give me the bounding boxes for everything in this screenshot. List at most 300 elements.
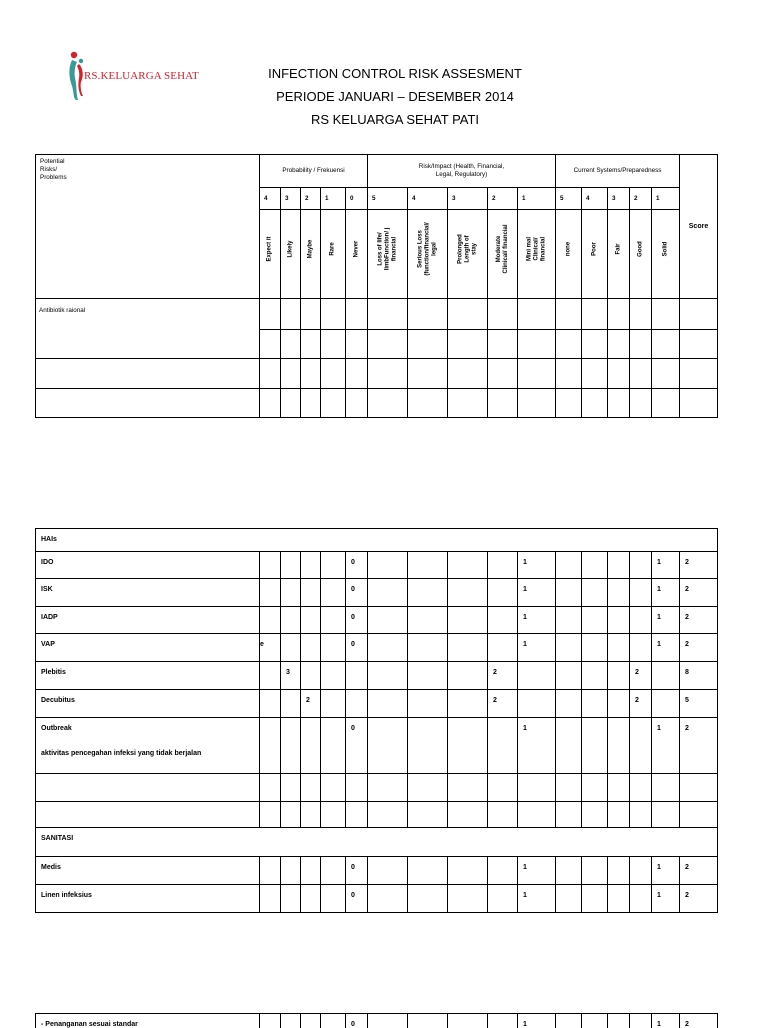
value-cell bbox=[301, 552, 321, 579]
systems-score-header: 1 bbox=[652, 188, 680, 210]
value-cell bbox=[448, 885, 488, 913]
impact-label: Serious Loss (function/financial/ legal bbox=[417, 212, 438, 286]
value-cell: 0 bbox=[346, 857, 368, 885]
value-cell bbox=[630, 885, 652, 913]
value-cell bbox=[321, 802, 346, 828]
value-cell bbox=[321, 774, 346, 802]
impact-group-header bbox=[368, 155, 556, 188]
systems-group-header: Current Systems/Preparedness bbox=[556, 155, 680, 188]
probability-label-cell bbox=[281, 210, 301, 299]
value-cell bbox=[408, 1014, 448, 1028]
value-cell: 3 bbox=[281, 662, 301, 690]
value-cell bbox=[368, 857, 408, 885]
value-cell bbox=[301, 389, 321, 418]
score-cell: 5 bbox=[680, 690, 718, 718]
value-cell: 0 bbox=[346, 607, 368, 634]
value-cell bbox=[368, 299, 408, 330]
risk-item-label bbox=[36, 857, 260, 885]
value-cell bbox=[608, 774, 630, 802]
value-cell bbox=[321, 1014, 346, 1028]
value-cell bbox=[321, 389, 346, 418]
value-cell bbox=[488, 634, 518, 662]
value-cell bbox=[630, 330, 652, 359]
value-cell bbox=[518, 299, 556, 330]
value-cell bbox=[368, 662, 408, 690]
probability-label-cell bbox=[346, 210, 368, 299]
value-cell bbox=[488, 389, 518, 418]
value-cell bbox=[652, 690, 680, 718]
value-cell bbox=[301, 607, 321, 634]
value-cell bbox=[281, 579, 301, 607]
value-cell bbox=[488, 330, 518, 359]
value-cell bbox=[448, 359, 488, 389]
value-cell bbox=[556, 389, 582, 418]
value-cell bbox=[448, 802, 488, 828]
value-cell bbox=[488, 1014, 518, 1028]
value-cell bbox=[281, 389, 301, 418]
value-cell bbox=[582, 634, 608, 662]
value-cell bbox=[518, 389, 556, 418]
probability-score-header: 4 bbox=[260, 188, 281, 210]
risk-item-label bbox=[36, 389, 260, 418]
systems-label: Solid bbox=[662, 212, 669, 286]
value-cell bbox=[556, 690, 582, 718]
value-cell bbox=[652, 802, 680, 828]
value-cell bbox=[408, 607, 448, 634]
score-cell: 2 bbox=[680, 857, 718, 885]
value-cell bbox=[408, 690, 448, 718]
section-header-sanitasi: SANITASI bbox=[36, 828, 718, 857]
systems-label: Good bbox=[637, 212, 644, 286]
value-cell bbox=[652, 774, 680, 802]
value-cell: 1 bbox=[518, 607, 556, 634]
impact-label-cell bbox=[448, 210, 488, 299]
value-cell: 2 bbox=[630, 662, 652, 690]
value-cell bbox=[608, 885, 630, 913]
table-row bbox=[36, 662, 718, 690]
value-cell bbox=[582, 662, 608, 690]
value-cell bbox=[556, 634, 582, 662]
value-cell bbox=[630, 718, 652, 774]
value-cell bbox=[368, 1014, 408, 1028]
document-period: PERIODE JANUARI – DESEMBER 2014 bbox=[200, 89, 590, 104]
systems-score-header: 3 bbox=[608, 188, 630, 210]
risk-item-text: Plebitis bbox=[41, 669, 66, 676]
value-cell: 2 bbox=[630, 690, 652, 718]
value-cell bbox=[281, 802, 301, 828]
score-column-header: Score bbox=[680, 155, 718, 299]
impact-label: Prolonged Length of stay bbox=[457, 212, 478, 286]
probability-label: Likely bbox=[287, 212, 294, 286]
impact-score-header: 5 bbox=[368, 188, 408, 210]
value-cell bbox=[346, 359, 368, 389]
value-cell bbox=[582, 552, 608, 579]
value-cell bbox=[608, 1014, 630, 1028]
impact-label: Moderate Clinical/ financial bbox=[496, 212, 510, 286]
value-cell bbox=[260, 690, 281, 718]
value-cell bbox=[346, 690, 368, 718]
value-cell bbox=[556, 885, 582, 913]
impact-group-header-text: Risk/Impact (Health, Financial, Legal, Regulatory) bbox=[419, 163, 504, 178]
risk-item-label bbox=[36, 359, 260, 389]
value-cell bbox=[260, 802, 281, 828]
table-row bbox=[36, 885, 718, 913]
value-cell: 1 bbox=[652, 579, 680, 607]
value-cell bbox=[321, 634, 346, 662]
value-cell bbox=[518, 359, 556, 389]
risk-item-label bbox=[36, 579, 260, 607]
value-cell bbox=[630, 1014, 652, 1028]
systems-score-header: 5 bbox=[556, 188, 582, 210]
value-cell: 1 bbox=[518, 634, 556, 662]
value-cell bbox=[448, 579, 488, 607]
table-row bbox=[36, 718, 718, 774]
section-header-hais: HAIs bbox=[36, 529, 718, 552]
value-cell bbox=[301, 802, 321, 828]
value-cell bbox=[368, 690, 408, 718]
value-cell bbox=[630, 579, 652, 607]
value-cell bbox=[368, 579, 408, 607]
value-cell bbox=[346, 330, 368, 359]
value-cell bbox=[448, 607, 488, 634]
systems-score-header: 2 bbox=[630, 188, 652, 210]
risk-item-label bbox=[36, 552, 260, 579]
value-cell bbox=[608, 552, 630, 579]
value-cell bbox=[321, 607, 346, 634]
value-cell bbox=[448, 774, 488, 802]
value-cell: 1 bbox=[652, 1014, 680, 1028]
value-cell bbox=[556, 579, 582, 607]
systems-score-header: 4 bbox=[582, 188, 608, 210]
value-cell bbox=[488, 857, 518, 885]
value-cell bbox=[301, 774, 321, 802]
value-cell bbox=[408, 857, 448, 885]
value-cell bbox=[301, 299, 321, 330]
value-cell bbox=[518, 330, 556, 359]
systems-label-cell bbox=[556, 210, 582, 299]
value-cell: 1 bbox=[652, 718, 680, 774]
value-cell bbox=[301, 885, 321, 913]
value-cell bbox=[608, 579, 630, 607]
value-cell bbox=[281, 718, 301, 774]
probability-group-header: Probability / Frekuensi bbox=[260, 155, 368, 188]
value-cell: 1 bbox=[518, 718, 556, 774]
value-cell bbox=[301, 634, 321, 662]
probability-label: Expect it bbox=[267, 212, 274, 286]
value-cell: 1 bbox=[518, 552, 556, 579]
value-cell bbox=[556, 607, 582, 634]
value-cell bbox=[582, 389, 608, 418]
value-cell bbox=[488, 299, 518, 330]
score-cell: 2 bbox=[680, 634, 718, 662]
value-cell bbox=[630, 552, 652, 579]
value-cell bbox=[281, 1014, 301, 1028]
value-cell bbox=[408, 579, 448, 607]
value-cell bbox=[652, 662, 680, 690]
value-cell bbox=[518, 802, 556, 828]
value-cell bbox=[582, 885, 608, 913]
risk-item-label bbox=[36, 607, 260, 634]
value-cell bbox=[582, 690, 608, 718]
value-cell bbox=[408, 774, 448, 802]
value-cell bbox=[652, 359, 680, 389]
value-cell bbox=[301, 662, 321, 690]
value-cell bbox=[582, 579, 608, 607]
score-cell bbox=[680, 774, 718, 802]
value-cell bbox=[448, 330, 488, 359]
risk-assessment-header-table bbox=[35, 154, 718, 418]
value-cell bbox=[630, 857, 652, 885]
value-cell bbox=[301, 330, 321, 359]
value-cell bbox=[346, 662, 368, 690]
value-cell bbox=[368, 802, 408, 828]
hais-table bbox=[35, 528, 718, 913]
value-cell bbox=[608, 359, 630, 389]
impact-label-cell bbox=[408, 210, 448, 299]
risk-item-text: IDO bbox=[41, 559, 53, 566]
probability-label-cell bbox=[260, 210, 281, 299]
value-cell bbox=[408, 389, 448, 418]
impact-label-cell bbox=[368, 210, 408, 299]
table-row bbox=[36, 857, 718, 885]
value-cell bbox=[281, 359, 301, 389]
value-cell bbox=[368, 774, 408, 802]
value-cell bbox=[448, 634, 488, 662]
systems-label-cell bbox=[630, 210, 652, 299]
value-cell bbox=[630, 359, 652, 389]
document-hospital: RS KELUARGA SEHAT PATI bbox=[200, 112, 590, 127]
value-cell bbox=[281, 607, 301, 634]
score-cell bbox=[680, 802, 718, 828]
probability-label: Never bbox=[353, 212, 360, 286]
value-cell bbox=[608, 690, 630, 718]
value-cell bbox=[488, 607, 518, 634]
value-cell bbox=[301, 718, 321, 774]
value-cell bbox=[652, 299, 680, 330]
value-cell bbox=[321, 359, 346, 389]
value-cell: 0 bbox=[346, 579, 368, 607]
value-cell bbox=[281, 299, 301, 330]
value-cell bbox=[630, 299, 652, 330]
value-cell bbox=[608, 662, 630, 690]
risk-item-text: IADP bbox=[41, 614, 58, 621]
value-cell bbox=[260, 579, 281, 607]
value-cell: 0 bbox=[346, 1014, 368, 1028]
probability-label-cell bbox=[321, 210, 346, 299]
value-cell bbox=[582, 802, 608, 828]
value-cell bbox=[630, 774, 652, 802]
risk-item-text: Medis bbox=[41, 864, 61, 871]
risk-item-label bbox=[36, 802, 260, 828]
probability-label-cell bbox=[301, 210, 321, 299]
risk-item-subtext: aktivitas pencegahan infeksi yang tidak berjalan bbox=[41, 750, 254, 757]
value-cell bbox=[448, 299, 488, 330]
value-cell bbox=[408, 885, 448, 913]
value-cell bbox=[556, 718, 582, 774]
value-cell bbox=[301, 579, 321, 607]
value-cell bbox=[488, 885, 518, 913]
value-cell bbox=[608, 607, 630, 634]
value-cell bbox=[260, 607, 281, 634]
systems-label-cell bbox=[608, 210, 630, 299]
risk-item-text: - Penanganan sesuai standar bbox=[41, 1021, 138, 1028]
value-cell bbox=[488, 718, 518, 774]
value-cell bbox=[321, 579, 346, 607]
risk-item-text: Outbreak bbox=[41, 725, 72, 732]
impact-label-cell bbox=[518, 210, 556, 299]
value-cell bbox=[448, 1014, 488, 1028]
value-cell bbox=[652, 389, 680, 418]
value-cell bbox=[488, 579, 518, 607]
risk-item-label bbox=[36, 718, 260, 774]
value-cell bbox=[301, 359, 321, 389]
value-cell bbox=[488, 802, 518, 828]
value-cell: 1 bbox=[652, 607, 680, 634]
value-cell bbox=[556, 857, 582, 885]
score-cell: 2 bbox=[680, 579, 718, 607]
value-cell bbox=[260, 857, 281, 885]
value-cell bbox=[582, 857, 608, 885]
value-cell bbox=[608, 389, 630, 418]
value-cell: 1 bbox=[518, 857, 556, 885]
value-cell bbox=[608, 718, 630, 774]
systems-label-cell bbox=[652, 210, 680, 299]
risk-item-text: ISK bbox=[41, 586, 53, 593]
value-cell: 2 bbox=[301, 690, 321, 718]
value-cell bbox=[448, 389, 488, 418]
value-cell: 0 bbox=[346, 552, 368, 579]
value-cell bbox=[281, 690, 301, 718]
score-cell bbox=[680, 359, 718, 389]
value-cell bbox=[281, 330, 301, 359]
value-cell bbox=[488, 774, 518, 802]
value-cell bbox=[608, 330, 630, 359]
probability-label: Rare bbox=[330, 212, 337, 286]
value-cell bbox=[260, 885, 281, 913]
value-cell bbox=[518, 662, 556, 690]
value-cell bbox=[448, 718, 488, 774]
value-cell bbox=[582, 718, 608, 774]
value-cell: 1 bbox=[652, 857, 680, 885]
value-cell bbox=[301, 1014, 321, 1028]
score-cell: 2 bbox=[680, 885, 718, 913]
value-cell bbox=[608, 802, 630, 828]
value-cell: 2 bbox=[488, 690, 518, 718]
value-cell: 1 bbox=[652, 552, 680, 579]
value-cell bbox=[518, 774, 556, 802]
impact-label-cell bbox=[488, 210, 518, 299]
value-cell bbox=[368, 718, 408, 774]
risk-item-label bbox=[36, 1014, 260, 1028]
value-cell bbox=[582, 299, 608, 330]
score-cell: 2 bbox=[680, 718, 718, 774]
value-cell bbox=[260, 552, 281, 579]
value-cell bbox=[281, 634, 301, 662]
risk-item-text: Linen infeksius bbox=[41, 892, 92, 899]
value-cell bbox=[321, 330, 346, 359]
impact-label: Loss of life/ limbFunction/ j financial bbox=[377, 212, 398, 286]
value-cell bbox=[582, 330, 608, 359]
risks-column-header-text: Potential Risks/ Problems bbox=[40, 158, 67, 181]
value-cell bbox=[488, 359, 518, 389]
value-cell bbox=[368, 634, 408, 662]
value-cell bbox=[556, 774, 582, 802]
risks-column-header bbox=[36, 155, 260, 299]
value-cell bbox=[346, 299, 368, 330]
value-cell bbox=[448, 552, 488, 579]
value-cell bbox=[368, 885, 408, 913]
value-cell bbox=[281, 774, 301, 802]
impact-score-header: 1 bbox=[518, 188, 556, 210]
value-cell bbox=[408, 634, 448, 662]
value-cell bbox=[321, 885, 346, 913]
table-row bbox=[36, 607, 718, 634]
value-cell bbox=[260, 359, 281, 389]
risk-item-label: Antibiotik raional bbox=[36, 299, 260, 359]
value-cell bbox=[368, 359, 408, 389]
value-cell bbox=[260, 299, 281, 330]
table-row bbox=[36, 634, 718, 662]
value-cell bbox=[260, 1014, 281, 1028]
value-cell bbox=[448, 690, 488, 718]
score-cell: 2 bbox=[680, 607, 718, 634]
value-cell bbox=[408, 552, 448, 579]
probability-score-header: 0 bbox=[346, 188, 368, 210]
value-cell bbox=[281, 857, 301, 885]
value-cell bbox=[448, 662, 488, 690]
impact-score-header: 2 bbox=[488, 188, 518, 210]
value-cell bbox=[556, 1014, 582, 1028]
value-cell bbox=[260, 774, 281, 802]
score-cell: 2 bbox=[680, 1014, 718, 1028]
value-cell bbox=[321, 857, 346, 885]
value-cell bbox=[582, 1014, 608, 1028]
value-cell bbox=[488, 552, 518, 579]
systems-label: Fair bbox=[615, 212, 622, 286]
value-cell bbox=[630, 802, 652, 828]
impact-score-header: 3 bbox=[448, 188, 488, 210]
value-cell bbox=[630, 607, 652, 634]
value-cell bbox=[301, 857, 321, 885]
value-cell bbox=[608, 299, 630, 330]
table-row bbox=[36, 802, 718, 828]
value-cell bbox=[582, 607, 608, 634]
value-cell: 1 bbox=[518, 1014, 556, 1028]
score-cell: 2 bbox=[680, 552, 718, 579]
table-row bbox=[36, 774, 718, 802]
value-cell bbox=[608, 634, 630, 662]
value-cell bbox=[448, 857, 488, 885]
value-cell bbox=[652, 330, 680, 359]
risk-item-label: VAP e bbox=[36, 634, 260, 662]
value-cell bbox=[408, 299, 448, 330]
value-cell bbox=[408, 359, 448, 389]
value-cell bbox=[321, 690, 346, 718]
value-cell bbox=[556, 662, 582, 690]
value-cell bbox=[368, 552, 408, 579]
systems-label-cell bbox=[582, 210, 608, 299]
value-cell bbox=[260, 662, 281, 690]
value-cell bbox=[408, 718, 448, 774]
value-cell bbox=[346, 389, 368, 418]
table-row bbox=[36, 552, 718, 579]
table-row bbox=[36, 579, 718, 607]
impact-label: Mini mal Clinical/ financial bbox=[526, 212, 547, 286]
probability-label: Maybe bbox=[307, 212, 314, 286]
value-cell bbox=[321, 552, 346, 579]
table-row bbox=[36, 1014, 718, 1028]
value-cell bbox=[368, 607, 408, 634]
